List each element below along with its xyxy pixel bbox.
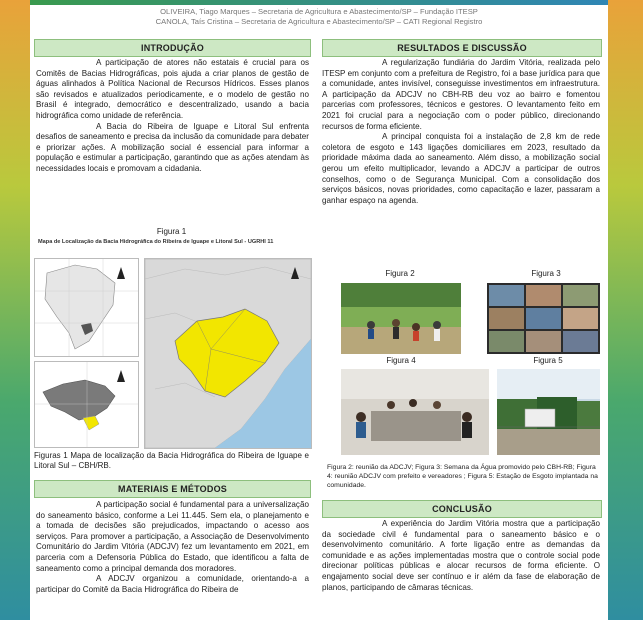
conclusion-paragraph-1: A experiência do Jardim Vitória mostra que a participação da sociedade civil é fundamental para o saneamento básico e o desenvolvimento comunitário. A forte ligação entre as demandas da comunidade e as ações implementadas mostra que o controle social pode direcionar políticas públicas e alocar recursos de forma eficiente. O engajamento social deve ser contínuo e ir além da fase de elaboração de planos, participando de câmaras técnicas. [322,519,600,592]
figure5-photo [497,369,600,455]
map-title: Mapa de Localização da Bacia Hidrográfica do Ribeira de Iguape e Litoral Sul - UGRHI 11 [38,239,274,245]
author-list [30,7,608,27]
top-color-band [30,0,608,5]
author-line-1: OLIVEIRA, Tiago Marques – Secretaria de Agricultura e Abastecimento/SP – Fundação ITESP [160,7,478,16]
intro-text [36,58,309,175]
author-line-2: CANOLA, Taís Cristina – Secretaria de Agricultura e Abastecimento/SP – CATI Regional Registro [155,17,483,26]
poster-page [30,0,608,620]
figure4-label: Figura 4 [386,356,416,365]
methods-paragraph-2: A ADCJV organizou a comunidade, orientando-a a participar do Comitê da Bacia Hidrográfica do Ribeira de [36,574,309,594]
results-heading: RESULTADOS E DISCUSSÃO [322,39,602,57]
figure3-label: Figura 3 [531,269,561,278]
figure1-label: Figura 1 [156,227,187,236]
figures-caption: Figura 2: reunião da ADCJV; Figura 3: Semana da Água promovido pelo CBH-RB; Figura 4: reunião ADCJV com prefeito e vereadores ; Figura 5: Estação de Esgoto implantada na comunidade. [327,464,598,489]
intro-paragraph-2: A Bacia do Ribeira de Iguape e Litoral Sul enfrenta desafios de saneamento e precisa da inclusão da comunidade para debater e priorizar ações. A mobilização social é essencial para informar a população e estimular a participação, garantindo que as ações atendam às necessidades locais e promovam a cidadania. [36,121,309,173]
brazil-map-panel [34,258,139,357]
methods-heading: MATERIAIS E MÉTODOS [34,480,311,498]
methods-paragraph-1: A participação social é fundamental para a universalização do saneamento básico, conforme a Lei 11.445. Sem ela, o planejamento e a tomada de decisões são prejudicados, impactando o acesso aos serviços. Para promover a participação, a Associação de Desenvolvimento Comunitário do Jardim Vitória (ADCJV) fez um levantamento em 2021, em parceria com a Defensoria Pública do Estado, que identificou a falta de saneamento como a principal demanda dos moradores. [36,500,309,573]
intro-paragraph-1: A participação de atores não estatais é crucial para os Comitês de Bacias Hidrográficas, pois ajuda a criar planos de gestão de águas alinhados à Política Nacional de Recursos Hídricos. Esses planos são revisados e atualizados periodicamente, e o modelo de gestão no Brasil é integrado, democrático e descentralizado, usando a bacia hidrográfica como unidade de referência. [36,58,309,120]
conclusion-heading: CONCLUSÃO [322,500,602,518]
sao-paulo-map [35,362,138,447]
results-paragraph-2: A principal conquista foi a instalação de 2,8 km de rede coletora de esgoto e 143 ligações domiciliares em 2023, resultado da prioridade máxima dada ao saneamento. Além disso, a mobilização social gerou um efeito multiplicador, levando a ADCJV a participar de outros conselhos, como o de Segurança Municipal. Com a consolidação dos serviços básicos, novas prioridades, como capacitação e lazer, passaram a ganhar espaço na agenda. [322,132,600,205]
figure4-photo [341,369,489,455]
figure3-photo [487,283,600,354]
results-paragraph-1: A regularização fundiária do Jardim Vitória, realizada pelo ITESP em conjunto com a prefeitura de Registro, foi a base jurídica para que a comunidade, antes invisível, conseguisse investimentos em infraestrutura. A participação da ADCJV no CBH-RB deu voz ao bairro e fomentou parcerias com professores, técnicos e gestores. O levantamento feito em 2021 foi crucial para a negociação com o poder público, direcionando recursos de forma eficiente. [322,58,600,131]
brazil-map [35,259,138,356]
results-text [322,58,600,206]
methods-text [36,500,309,595]
intro-heading: INTRODUÇÃO [34,39,311,57]
figure2-label: Figura 2 [385,269,415,278]
sao-paulo-map-panel [34,361,139,448]
figure5-label: Figura 5 [533,356,563,365]
basin-map [145,259,311,448]
conclusion-text [322,519,600,593]
figure2-photo [341,283,461,354]
basin-map-panel [144,258,312,449]
figure1-caption: Figuras 1 Mapa de localização da Bacia Hidrográfica do Ribeira de Iguape e Litoral Sul – CBH/RB. [34,451,309,470]
